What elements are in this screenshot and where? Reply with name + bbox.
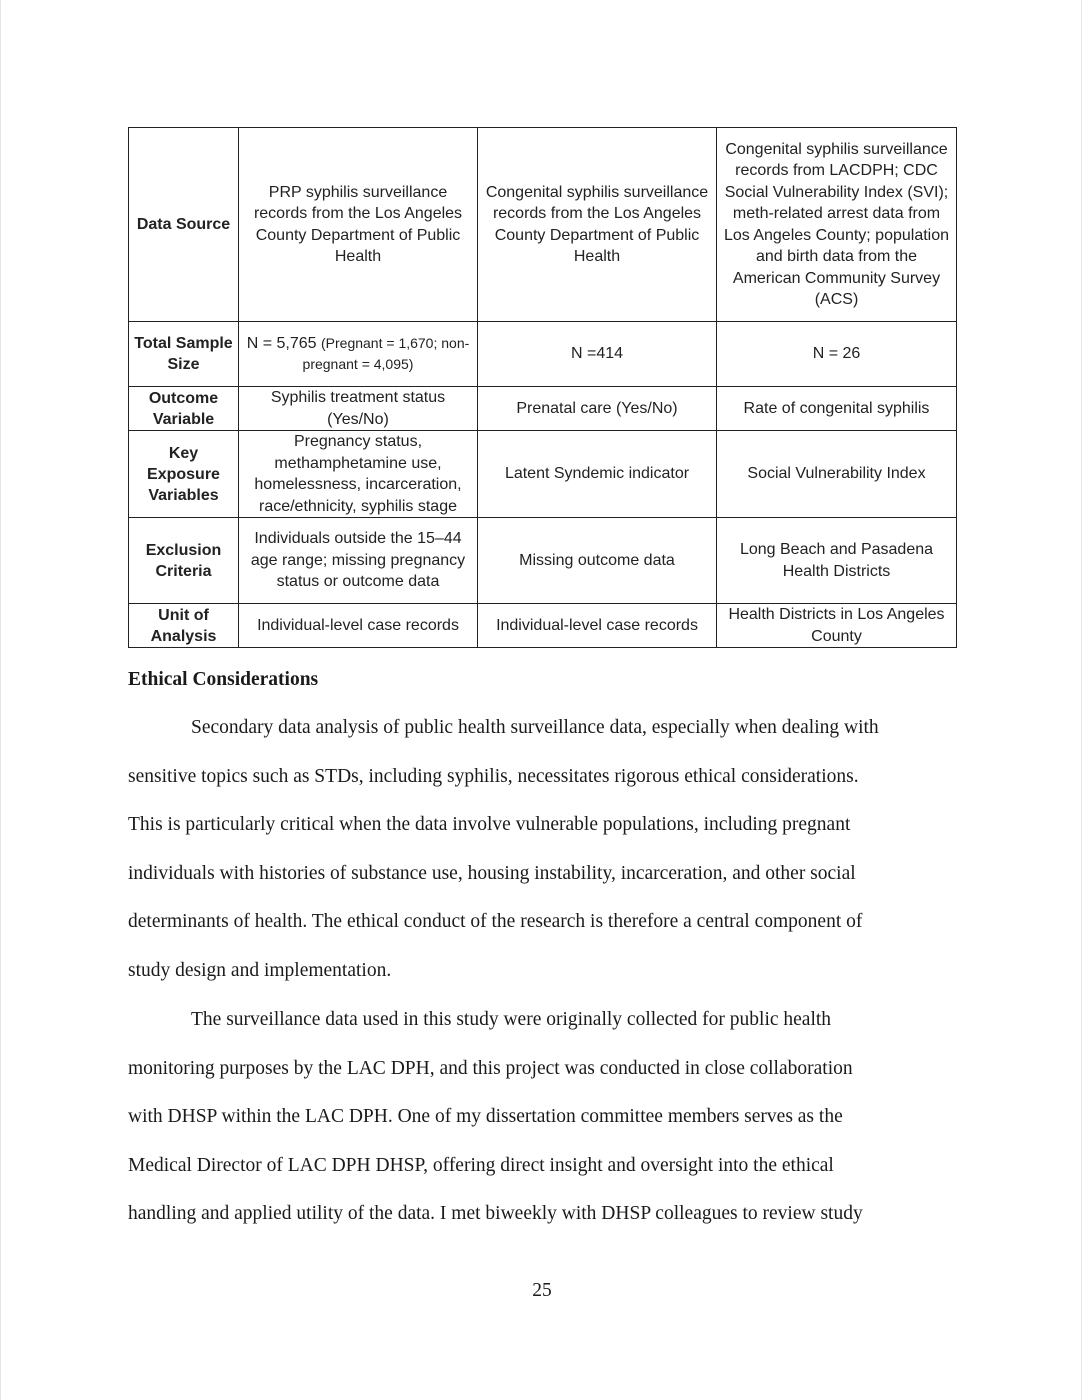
- table-row-exposure: [129, 431, 957, 518]
- paragraph-line: The surveillance data used in this study were originally collected for public health: [191, 1009, 832, 1030]
- paragraph-line: handling and applied utility of the data. I met biweekly with DHSP colleagues to review study: [128, 1203, 863, 1225]
- table-row-data-source: [129, 128, 957, 322]
- sample-size-note: (Pregnant = 1,670; non-pregnant = 4,095): [302, 334, 470, 372]
- paragraph-line: determinants of health. The ethical conduct of the research is therefore a central component of: [128, 911, 863, 933]
- row-header: Total Sample Size: [129, 322, 239, 387]
- table-row-sample-size: [129, 322, 957, 387]
- table-row-outcome: [129, 387, 957, 431]
- table-cell: Long Beach and Pasadena Health Districts: [717, 518, 957, 604]
- table-cell: N = 26: [717, 322, 957, 387]
- table-cell: Congenital syphilis surveillance records from LACDPH; CDC Social Vulnerability Index (SVI); meth-related arrest data from Los Angeles County; population and birth data from the American Community Survey (ACS): [717, 128, 957, 322]
- table-cell: Health Districts in Los Angeles County: [717, 604, 957, 648]
- table-cell: Individuals outside the 15–44 age range; missing pregnancy status or outcome data: [239, 518, 478, 604]
- table-row-exclusion: [129, 518, 957, 604]
- row-header: Exclusion Criteria: [129, 518, 239, 604]
- paragraph-line: study design and implementation.: [128, 959, 392, 981]
- paragraph-line: monitoring purposes by the LAC DPH, and this project was conducted in close collaboration: [128, 1057, 853, 1079]
- row-header: Key Exposure Variables: [129, 431, 239, 518]
- row-header: Unit of Analysis: [129, 604, 239, 648]
- table-cell: PRP syphilis surveillance records from the Los Angeles County Department of Public Health: [239, 128, 478, 322]
- table-cell: Congenital syphilis surveillance records from the Los Angeles County Department of Public Health: [478, 128, 717, 322]
- paragraph-line: This is particularly critical when the data involve vulnerable populations, including pregnant: [128, 814, 851, 836]
- paragraph-line: individuals with histories of substance use, housing instability, incarceration, and other social: [128, 862, 856, 884]
- table-cell: Pregnancy status, methamphetamine use, homelessness, incarceration, race/ethnicity, syphilis stage: [239, 431, 478, 518]
- table-cell: Latent Syndemic indicator: [478, 431, 717, 518]
- row-header: Data Source: [129, 128, 239, 322]
- table-cell: Individual-level case records: [239, 604, 478, 648]
- table-row-unit: [129, 604, 957, 648]
- row-header: Outcome Variable: [129, 387, 239, 431]
- table-cell: Individual-level case records: [478, 604, 717, 648]
- page-number: 25: [532, 1280, 552, 1301]
- paragraph-line: sensitive topics such as STDs, including syphilis, necessitates rigorous ethical considerations.: [128, 765, 859, 787]
- table-cell: Syphilis treatment status (Yes/No): [239, 387, 478, 431]
- table-cell: N =414: [478, 322, 717, 387]
- table-cell: Rate of congenital syphilis: [717, 387, 957, 431]
- data-summary-table: [128, 127, 957, 648]
- paragraph: [128, 704, 948, 996]
- table-cell: [239, 322, 478, 387]
- paragraph-line: Medical Director of LAC DPH DHSP, offering direct insight and oversight into the ethical: [128, 1154, 834, 1176]
- table-cell: Social Vulnerability Index: [717, 431, 957, 518]
- table-cell: Prenatal care (Yes/No): [478, 387, 717, 431]
- paragraph-line: with DHSP within the LAC DPH. One of my dissertation committee members serves as the: [128, 1106, 843, 1128]
- paragraph-line: Secondary data analysis of public health surveillance data, especially when dealing with: [191, 717, 879, 738]
- table-cell: Missing outcome data: [478, 518, 717, 604]
- sample-size-value: N = 5,765: [246, 334, 317, 352]
- section-heading: Ethical Considerations: [128, 669, 319, 690]
- paragraph: [128, 996, 948, 1239]
